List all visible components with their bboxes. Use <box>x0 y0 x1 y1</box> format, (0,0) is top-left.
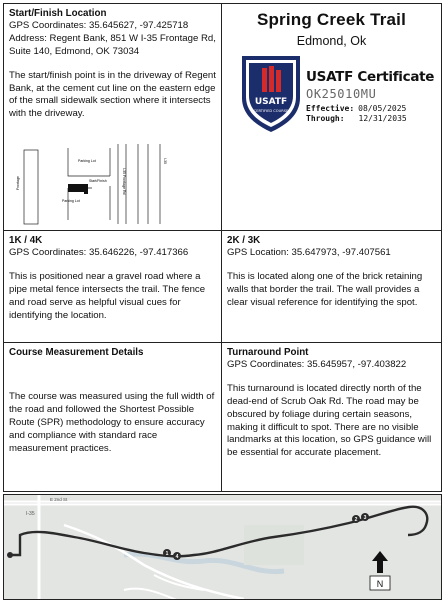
measurement-description: The course was measured using the full width of the road and followed the Shortest Possible Route (SPR) methodology to ensure accuracy and compliance with standard race measurement practices. <box>9 391 215 454</box>
certificate-title: USATF Certificate <box>306 69 435 85</box>
certificate-code: OK25010MU <box>306 87 377 101</box>
start-finish-section <box>3 3 222 231</box>
map-marker-1-label: 1 <box>165 551 169 557</box>
course-map-svg <box>4 495 442 600</box>
map-marker-3-label: 3 <box>363 515 367 521</box>
north-label: N <box>376 579 384 589</box>
frontage-left-label: Frontage <box>16 175 20 190</box>
usatf-shield-icon <box>240 52 302 134</box>
frontage-block <box>24 150 38 224</box>
page-title: Spring Creek Trail <box>256 10 407 29</box>
start-finish-marker <box>84 184 88 194</box>
swoosh-left <box>262 68 267 92</box>
marker-2k-3k-section <box>221 230 442 343</box>
turnaround-heading: Turnaround Point <box>227 347 309 358</box>
course-map <box>3 494 442 600</box>
parking-bottom-label: Parking Lot <box>62 199 80 203</box>
marker-2k-3k-description: This is located along one of the brick retaining walls that border the trail. The wall provides a clear visual reference for identifying the spot. <box>227 270 423 308</box>
title-section <box>221 3 442 231</box>
start-point-marker <box>7 552 13 558</box>
start-finish-description: The start/finish point is in the driveway of Regent Bank, at the cement cut line on the eastern edge of the small sidewalk section where it intersects with the driveway. <box>9 69 216 120</box>
effective-label: Effective: <box>306 104 355 113</box>
swoosh-mid <box>269 66 274 92</box>
start-finish-heading: Start/Finish Location <box>9 8 107 19</box>
marker-1k-4k-heading: 1K / 4K <box>9 235 43 246</box>
marker-1k-4k-section <box>3 230 222 343</box>
start-finish-label: Start/Finish <box>89 179 107 183</box>
start-finish-building <box>68 184 84 192</box>
through-label: Through: <box>306 114 345 123</box>
effective-date: 08/05/2025 <box>358 104 407 113</box>
marker-2k-3k-gps: GPS Location: 35.647973, -97.407561 <box>227 247 391 259</box>
map-park <box>244 525 304 565</box>
marker-1k-4k-description: This is positioned near a gravel road where a pipe metal fence intersects the trail. The fence and road serve as helpful visual cues for identifying the location. <box>9 270 206 321</box>
turnaround-gps: GPS Coordinates: 35.645957, -97.403822 <box>227 359 407 371</box>
map-marker-2-label: 2 <box>354 517 358 523</box>
map-marker-4-label: 4 <box>175 554 179 560</box>
marker-2k-3k-heading: 2K / 3K <box>227 235 261 246</box>
highway-label: I-35 <box>163 158 167 165</box>
badge-text: USATF <box>254 97 288 107</box>
swoosh-right <box>276 70 281 92</box>
badge-subtext: CERTIFIED COURSE <box>253 109 289 113</box>
frontage-road-label: I-35 Frontage Rd <box>122 168 126 195</box>
turnaround-description: This turnaround is located directly north of the dead-end of Scrub Oak Rd. The road may be obscured by foliage during certain seasons, making it difficult to spot. There are no visible landmarks at this location, so GPS guidance will be essential for accurate placement. <box>227 382 432 459</box>
map-road-label-i35: I-35 <box>26 511 35 517</box>
usatf-certificate <box>240 52 440 142</box>
measurement-section <box>3 342 222 492</box>
map-road-label-2nd: E 2nd St <box>50 497 68 502</box>
start-finish-gps: GPS Coordinates: 35.645627, -97.425718 <box>9 20 189 32</box>
marker-1k-4k-gps: GPS Coordinates: 35.646226, -97.417366 <box>9 247 189 259</box>
turnaround-section <box>221 342 442 492</box>
start-finish-address: Address: Regent Bank, 851 W I-35 Frontage Rd, Suite 140, Edmond, OK 73034 <box>9 32 216 57</box>
measurement-heading: Course Measurement Details <box>9 347 144 358</box>
start-finish-diagram <box>14 142 214 227</box>
page-subtitle: Edmond, Ok <box>296 33 367 48</box>
parking-top-label: Parking Lot <box>78 159 96 163</box>
through-row <box>306 114 407 125</box>
through-date: 12/31/2035 <box>358 114 407 123</box>
